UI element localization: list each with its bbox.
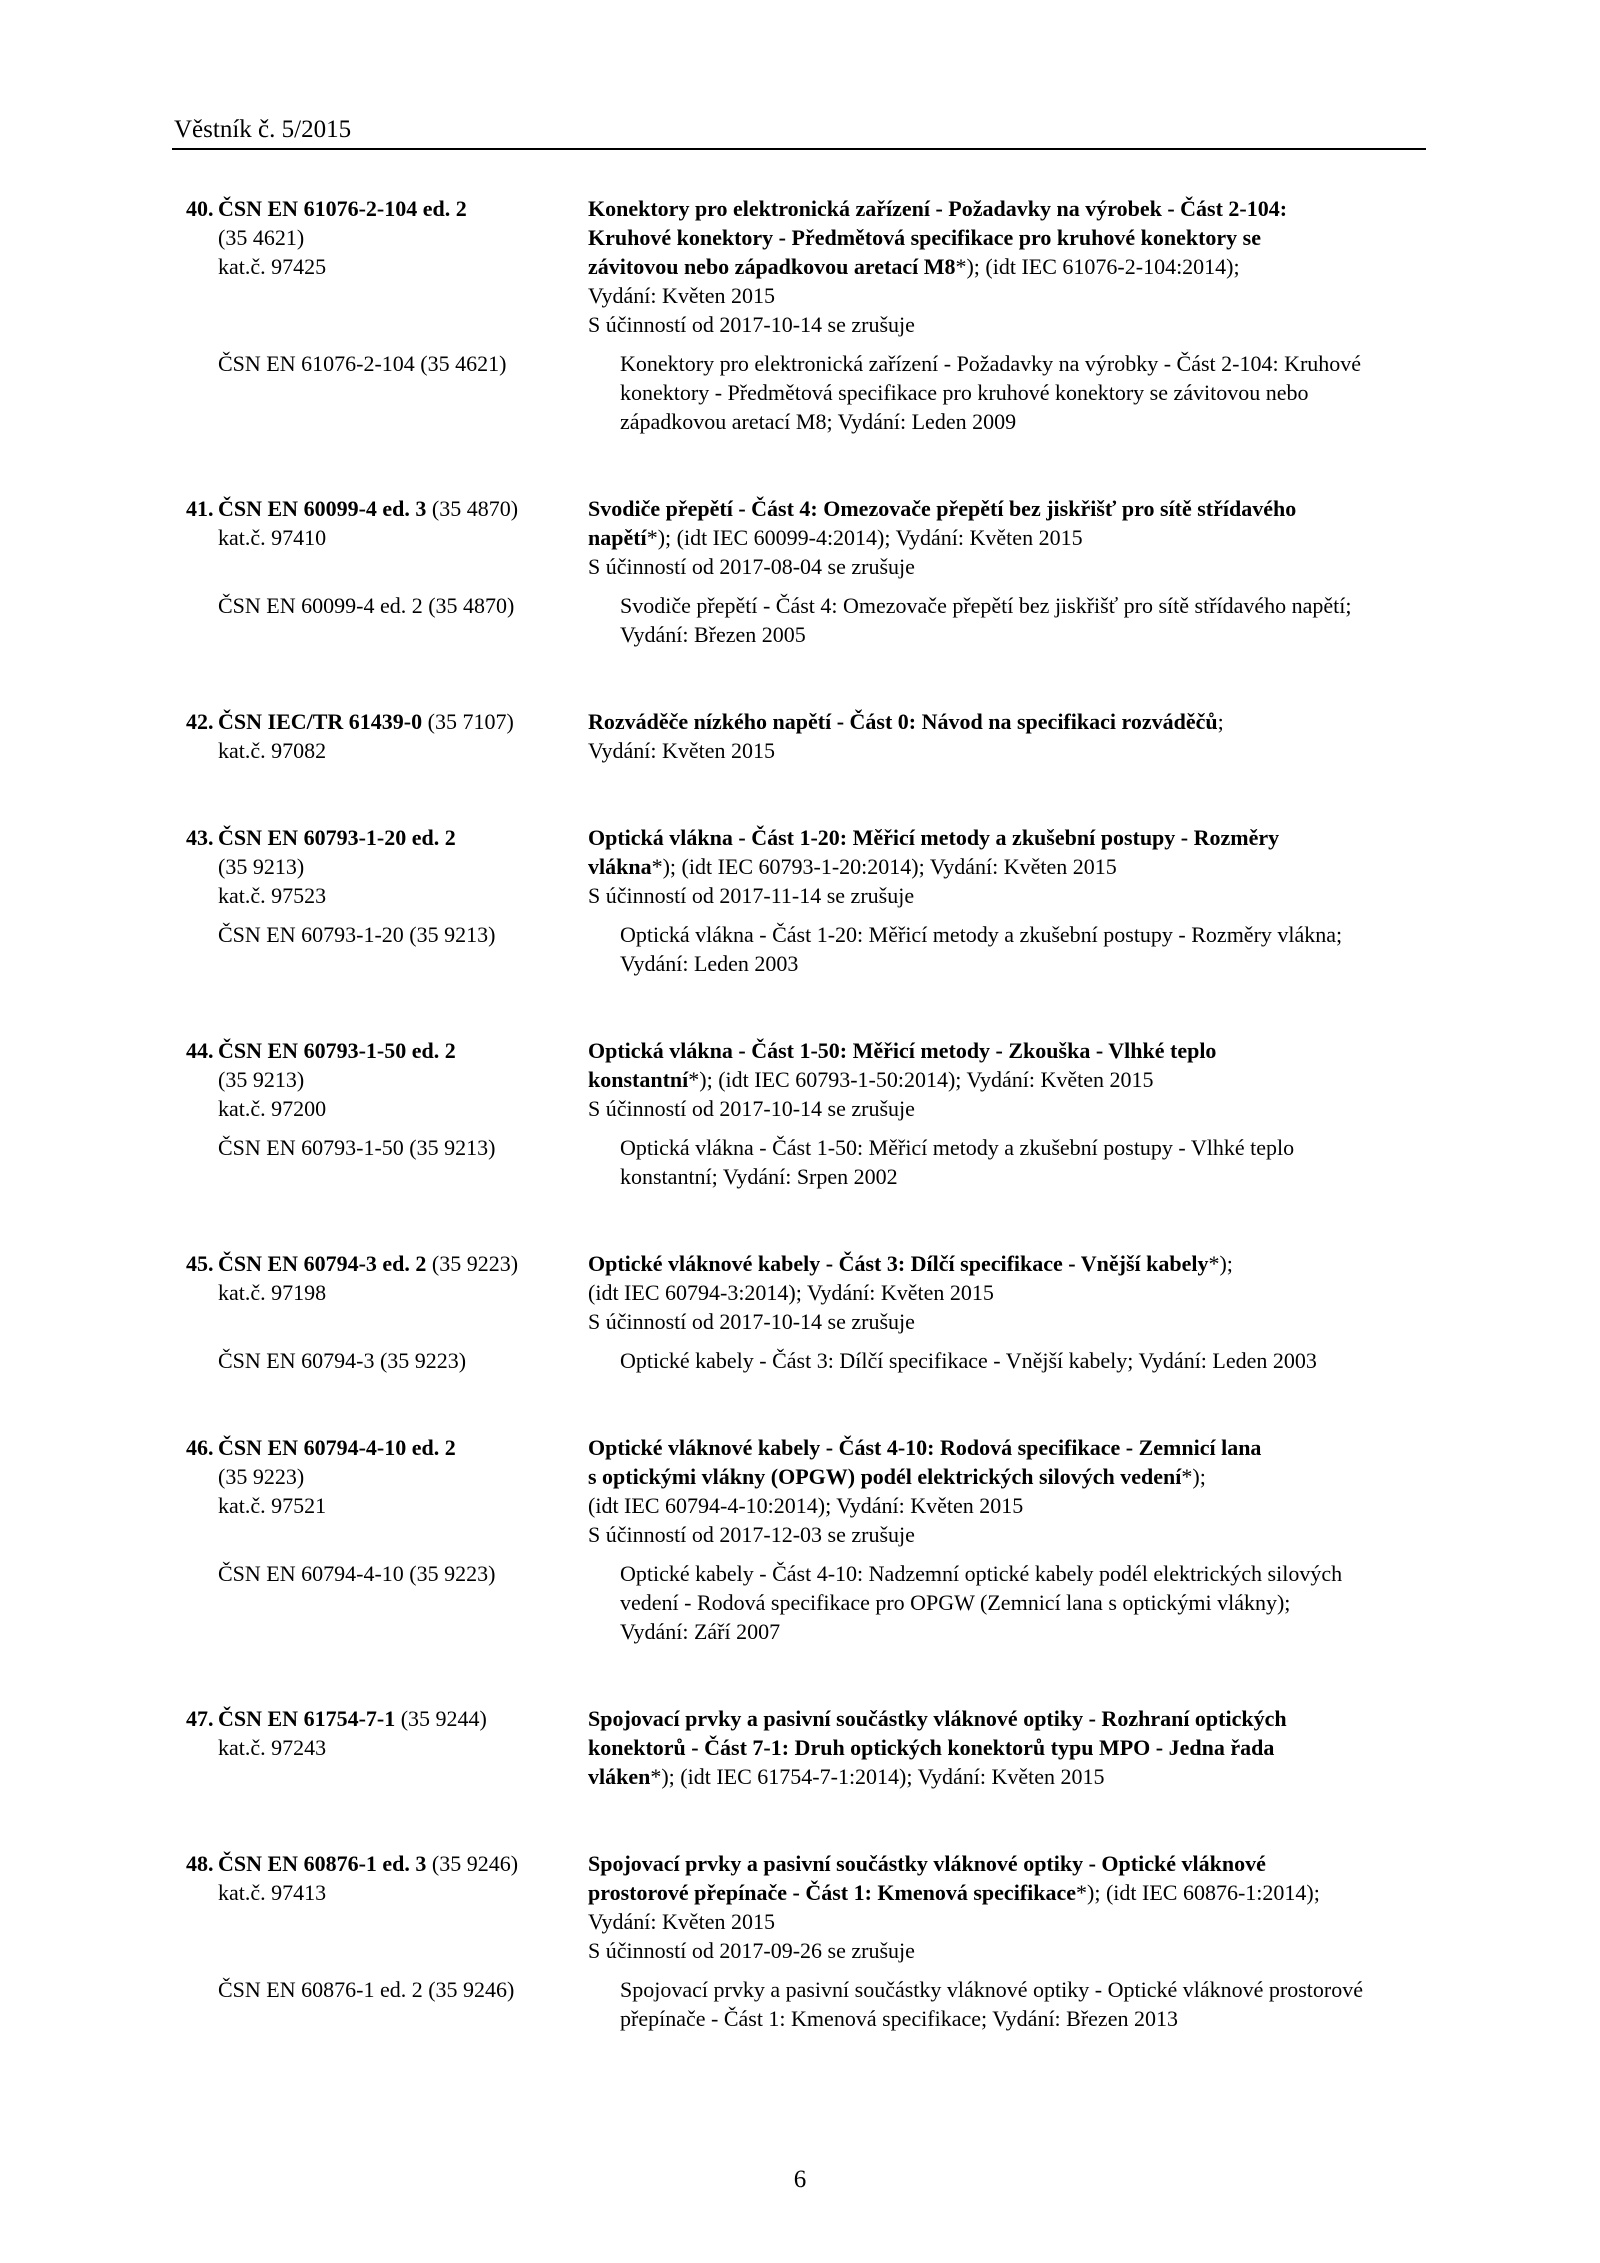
new-standard-row <box>186 494 1426 581</box>
identifier-detail: kat.č. 97523 <box>218 883 327 908</box>
superseded-description <box>620 1975 1450 2033</box>
standard-code: ČSN EN 60876-1 ed. 3 <box>218 1851 427 1876</box>
standard-entry <box>186 1704 1426 1791</box>
standard-identifier <box>186 1704 588 1791</box>
standard-description <box>588 1433 1418 1549</box>
identifier-detail: (35 9246) <box>426 1851 519 1876</box>
standard-title: s optickými vlákny (OPGW) podél elektrických silových vedení <box>588 1464 1182 1489</box>
identifier-line <box>186 1433 588 1462</box>
description-line <box>588 1065 1418 1094</box>
identifier-line <box>186 1849 588 1878</box>
superseded-identifier <box>186 920 620 978</box>
description-line <box>588 1094 1418 1123</box>
standard-entry <box>186 1849 1426 2033</box>
standard-identifier <box>186 1433 588 1549</box>
description-line <box>588 552 1418 581</box>
superseded-standard-row <box>186 1133 1426 1191</box>
standard-entry <box>186 707 1426 765</box>
description-line <box>588 1849 1418 1878</box>
standard-detail: *); <box>1181 1464 1206 1489</box>
identifier-detail: (35 4870) <box>426 496 519 521</box>
standard-title: Optická vlákna - Část 1-20: Měřicí metody a zkušební postupy - Rozměry <box>588 825 1280 850</box>
superseded-identifier <box>186 349 620 436</box>
standard-entry <box>186 494 1426 649</box>
standard-identifier <box>186 1849 588 1965</box>
entry-number: 43. <box>186 825 214 850</box>
standard-entry <box>186 194 1426 436</box>
superseded-identifier <box>186 1975 620 2033</box>
entry-number: 42. <box>186 709 214 734</box>
superseded-identifier <box>186 1346 620 1375</box>
superseded-description <box>620 591 1450 649</box>
identifier-line <box>186 223 588 252</box>
identifier-detail: kat.č. 97410 <box>218 525 327 550</box>
identifier-line <box>186 1249 588 1278</box>
standard-detail: S účinností od 2017-08-04 se zrušuje <box>588 554 915 579</box>
superseded-line: Optické kabely - Část 3: Dílčí specifikace - Vnější kabely; Vydání: Leden 2003 <box>620 1348 1317 1373</box>
description-line <box>588 310 1418 339</box>
standard-entry <box>186 1433 1426 1646</box>
standard-detail: *); (idt IEC 60099-4:2014); Vydání: Květen 2015 <box>646 525 1083 550</box>
standard-description <box>588 494 1418 581</box>
standard-code: ČSN EN 60794-4-10 ed. 2 <box>218 1435 456 1460</box>
identifier-line <box>186 1036 588 1065</box>
identifier-line <box>186 1462 588 1491</box>
standard-title: Kruhové konektory - Předmětová specifikace pro kruhové konektory se <box>588 225 1261 250</box>
identifier-line <box>186 1491 588 1520</box>
identifier-detail: (35 9213) <box>218 1067 305 1092</box>
superseded-code: ČSN EN 60794-4-10 (35 9223) <box>218 1561 496 1586</box>
new-standard-row <box>186 194 1426 339</box>
standard-description <box>588 1704 1418 1791</box>
superseded-standard-row <box>186 591 1426 649</box>
standard-detail: S účinností od 2017-09-26 se zrušuje <box>588 1938 915 1963</box>
standard-description <box>588 1849 1418 1965</box>
superseded-description <box>620 920 1450 978</box>
superseded-line: Svodiče přepětí - Část 4: Omezovače přepětí bez jiskřišť pro sítě střídavého napětí; <box>620 593 1352 618</box>
entry-number: 45. <box>186 1251 214 1276</box>
description-line <box>588 494 1418 523</box>
identifier-detail: kat.č. 97198 <box>218 1280 327 1305</box>
superseded-standard-row <box>186 1346 1426 1375</box>
standard-code: ČSN EN 61754-7-1 <box>218 1706 396 1731</box>
identifier-line <box>186 523 588 552</box>
standard-title: Optické vláknové kabely - Část 3: Dílčí specifikace - Vnější kabely <box>588 1251 1209 1276</box>
description-line <box>588 1036 1418 1065</box>
standard-title: napětí <box>588 525 647 550</box>
identifier-line <box>186 1065 588 1094</box>
standard-detail: S účinností od 2017-10-14 se zrušuje <box>588 312 915 337</box>
description-line <box>588 523 1418 552</box>
standard-code: ČSN IEC/TR 61439-0 <box>218 709 423 734</box>
standard-entry <box>186 1036 1426 1191</box>
standard-code: ČSN EN 60793-1-50 ed. 2 <box>218 1038 456 1063</box>
entry-number: 41. <box>186 496 214 521</box>
description-line <box>588 881 1418 910</box>
standard-detail: *); (idt IEC 60876-1:2014); <box>1076 1880 1320 1905</box>
identifier-line <box>186 1878 588 1907</box>
standard-detail: Vydání: Květen 2015 <box>588 283 775 308</box>
superseded-line: Spojovací prvky a pasivní součástky vláknové optiky - Optické vláknové prostorové <box>620 1977 1363 2002</box>
identifier-line <box>186 823 588 852</box>
description-line <box>588 1936 1418 1965</box>
standard-title: Optická vlákna - Část 1-50: Měřicí metody - Zkouška - Vlhké teplo <box>588 1038 1217 1063</box>
description-line <box>588 1249 1418 1278</box>
description-line <box>588 736 1418 765</box>
superseded-identifier <box>186 1133 620 1191</box>
superseded-standard-row <box>186 1559 1426 1646</box>
identifier-detail: (35 9213) <box>218 854 305 879</box>
new-standard-row <box>186 707 1426 765</box>
superseded-description <box>620 349 1450 436</box>
standard-identifier <box>186 823 588 910</box>
superseded-line: Optické kabely - Část 4-10: Nadzemní optické kabely podél elektrických silových <box>620 1561 1343 1586</box>
standard-detail: Vydání: Květen 2015 <box>588 738 775 763</box>
description-line <box>588 823 1418 852</box>
new-standard-row <box>186 1704 1426 1791</box>
standard-title: Svodiče přepětí - Část 4: Omezovače přepětí bez jiskřišť pro sítě střídavého <box>588 496 1297 521</box>
description-line <box>588 223 1418 252</box>
identifier-line <box>186 494 588 523</box>
identifier-detail: kat.č. 97413 <box>218 1880 327 1905</box>
superseded-line: západkovou aretací M8; Vydání: Leden 2009 <box>620 409 1017 434</box>
standard-title: vláken <box>588 1764 651 1789</box>
superseded-code: ČSN EN 61076-2-104 (35 4621) <box>218 351 507 376</box>
standard-title: Spojovací prvky a pasivní součástky vláknové optiky - Rozhraní optických <box>588 1706 1287 1731</box>
standard-detail: (idt IEC 60794-3:2014); Vydání: Květen 2015 <box>588 1280 994 1305</box>
superseded-line: vedení - Rodová specifikace pro OPGW (Zemnicí lana s optickými vlákny); <box>620 1590 1291 1615</box>
standard-detail: (idt IEC 60794-4-10:2014); Vydání: Květen 2015 <box>588 1493 1024 1518</box>
standard-title: Optické vláknové kabely - Část 4-10: Rodová specifikace - Zemnicí lana <box>588 1435 1262 1460</box>
identifier-detail: (35 4621) <box>218 225 305 250</box>
standard-title: konstantní <box>588 1067 689 1092</box>
entry-number: 46. <box>186 1435 214 1460</box>
superseded-line: Vydání: Září 2007 <box>620 1619 781 1644</box>
identifier-line <box>186 852 588 881</box>
superseded-code: ČSN EN 60793-1-50 (35 9213) <box>218 1135 496 1160</box>
standard-description <box>588 707 1418 765</box>
identifier-detail: kat.č. 97243 <box>218 1735 327 1760</box>
superseded-line: přepínače - Část 1: Kmenová specifikace; Vydání: Březen 2013 <box>620 2006 1178 2031</box>
standard-detail: ; <box>1217 709 1224 734</box>
standard-identifier <box>186 494 588 581</box>
standard-description <box>588 1036 1418 1123</box>
new-standard-row <box>186 823 1426 910</box>
description-line <box>588 852 1418 881</box>
standard-code: ČSN EN 60793-1-20 ed. 2 <box>218 825 456 850</box>
superseded-line: Vydání: Březen 2005 <box>620 622 806 647</box>
description-line <box>588 1278 1418 1307</box>
standard-code: ČSN EN 60794-3 ed. 2 <box>218 1251 427 1276</box>
standards-list <box>186 194 1426 2091</box>
superseded-code: ČSN EN 60794-3 (35 9223) <box>218 1348 467 1373</box>
page-header <box>172 108 1426 150</box>
identifier-detail: (35 9223) <box>426 1251 519 1276</box>
description-line <box>588 707 1418 736</box>
standard-code: ČSN EN 60099-4 ed. 3 <box>218 496 427 521</box>
superseded-description <box>620 1133 1450 1191</box>
new-standard-row <box>186 1433 1426 1549</box>
page-number: 6 <box>793 2166 807 2193</box>
identifier-detail: (35 9244) <box>395 1706 487 1731</box>
standard-identifier <box>186 1036 588 1123</box>
identifier-line <box>186 881 588 910</box>
description-line <box>588 1704 1418 1733</box>
superseded-standard-row <box>186 349 1426 436</box>
description-line <box>588 1878 1418 1907</box>
identifier-line <box>186 1278 588 1307</box>
standard-description <box>588 1249 1418 1336</box>
superseded-standard-row <box>186 1975 1426 2033</box>
identifier-detail: kat.č. 97521 <box>218 1493 327 1518</box>
description-line <box>588 1307 1418 1336</box>
standard-detail: Vydání: Květen 2015 <box>588 1909 775 1934</box>
description-line <box>588 194 1418 223</box>
standard-detail: *); (idt IEC 60793-1-20:2014); Vydání: Květen 2015 <box>651 854 1117 879</box>
superseded-line: Optická vlákna - Část 1-20: Měřicí metody a zkušební postupy - Rozměry vlákna; <box>620 922 1343 947</box>
standard-detail: S účinností od 2017-10-14 se zrušuje <box>588 1309 915 1334</box>
entry-number: 47. <box>186 1706 214 1731</box>
standard-detail: S účinností od 2017-12-03 se zrušuje <box>588 1522 915 1547</box>
standard-detail: S účinností od 2017-11-14 se zrušuje <box>588 883 915 908</box>
superseded-standard-row <box>186 920 1426 978</box>
new-standard-row <box>186 1849 1426 1965</box>
standard-code: ČSN EN 61076-2-104 ed. 2 <box>218 196 467 221</box>
identifier-line <box>186 1733 588 1762</box>
identifier-detail: kat.č. 97082 <box>218 738 327 763</box>
standard-title: vlákna <box>588 854 652 879</box>
standard-title: závitovou nebo západkovou aretací M8 <box>588 254 956 279</box>
identifier-detail: kat.č. 97200 <box>218 1096 327 1121</box>
identifier-line <box>186 1704 588 1733</box>
new-standard-row <box>186 1249 1426 1336</box>
entry-number: 48. <box>186 1851 214 1876</box>
standard-entry <box>186 823 1426 978</box>
standard-description <box>588 823 1418 910</box>
superseded-code: ČSN EN 60876-1 ed. 2 (35 9246) <box>218 1977 515 2002</box>
superseded-line: konektory - Předmětová specifikace pro kruhové konektory se závitovou nebo <box>620 380 1309 405</box>
superseded-identifier <box>186 1559 620 1646</box>
standard-detail: *); (idt IEC 61754-7-1:2014); Vydání: Květen 2015 <box>650 1764 1105 1789</box>
standard-identifier <box>186 1249 588 1336</box>
superseded-line: Vydání: Leden 2003 <box>620 951 799 976</box>
identifier-line <box>186 194 588 223</box>
standard-title: konektorů - Část 7-1: Druh optických konektorů typu MPO - Jedna řada <box>588 1735 1275 1760</box>
superseded-code: ČSN EN 60099-4 ed. 2 (35 4870) <box>218 593 515 618</box>
identifier-line <box>186 707 588 736</box>
standard-identifier <box>186 194 588 339</box>
superseded-description <box>620 1559 1450 1646</box>
identifier-line <box>186 736 588 765</box>
standard-identifier <box>186 707 588 765</box>
description-line <box>588 1520 1418 1549</box>
entry-number: 44. <box>186 1038 214 1063</box>
standard-detail: *); (idt IEC 60793-1-50:2014); Vydání: Květen 2015 <box>688 1067 1154 1092</box>
superseded-code: ČSN EN 60793-1-20 (35 9213) <box>218 922 496 947</box>
standard-detail: S účinností od 2017-10-14 se zrušuje <box>588 1096 915 1121</box>
standard-title: prostorové přepínače - Část 1: Kmenová specifikace <box>588 1880 1077 1905</box>
superseded-line: konstantní; Vydání: Srpen 2002 <box>620 1164 898 1189</box>
entry-number: 40. <box>186 196 214 221</box>
superseded-line: Konektory pro elektronická zařízení - Požadavky na výrobky - Část 2-104: Kruhové <box>620 351 1362 376</box>
new-standard-row <box>186 1036 1426 1123</box>
journal-title: Věstník č. 5/2015 <box>174 116 352 143</box>
description-line <box>588 1491 1418 1520</box>
standard-title: Konektory pro elektronická zařízení - Požadavky na výrobek - Část 2-104: <box>588 196 1288 221</box>
identifier-line <box>186 1094 588 1123</box>
standard-detail: *); <box>1208 1251 1233 1276</box>
description-line <box>588 1907 1418 1936</box>
identifier-detail: (35 7107) <box>422 709 514 734</box>
identifier-detail: (35 9223) <box>218 1464 305 1489</box>
standard-title: Spojovací prvky a pasivní součástky vláknové optiky - Optické vláknové <box>588 1851 1266 1876</box>
standard-entry <box>186 1249 1426 1375</box>
standard-detail: *); (idt IEC 61076-2-104:2014); <box>955 254 1240 279</box>
description-line <box>588 252 1418 281</box>
superseded-line: Optická vlákna - Část 1-50: Měřicí metody a zkušební postupy - Vlhké teplo <box>620 1135 1295 1160</box>
description-line <box>588 281 1418 310</box>
description-line <box>588 1462 1418 1491</box>
description-line <box>588 1433 1418 1462</box>
standard-title: Rozváděče nízkého napětí - Část 0: Návod na specifikaci rozváděčů <box>588 709 1218 734</box>
description-line <box>588 1733 1418 1762</box>
superseded-identifier <box>186 591 620 649</box>
identifier-line <box>186 252 588 281</box>
superseded-description <box>620 1346 1450 1375</box>
description-line <box>588 1762 1418 1791</box>
identifier-detail: kat.č. 97425 <box>218 254 327 279</box>
standard-description <box>588 194 1418 339</box>
